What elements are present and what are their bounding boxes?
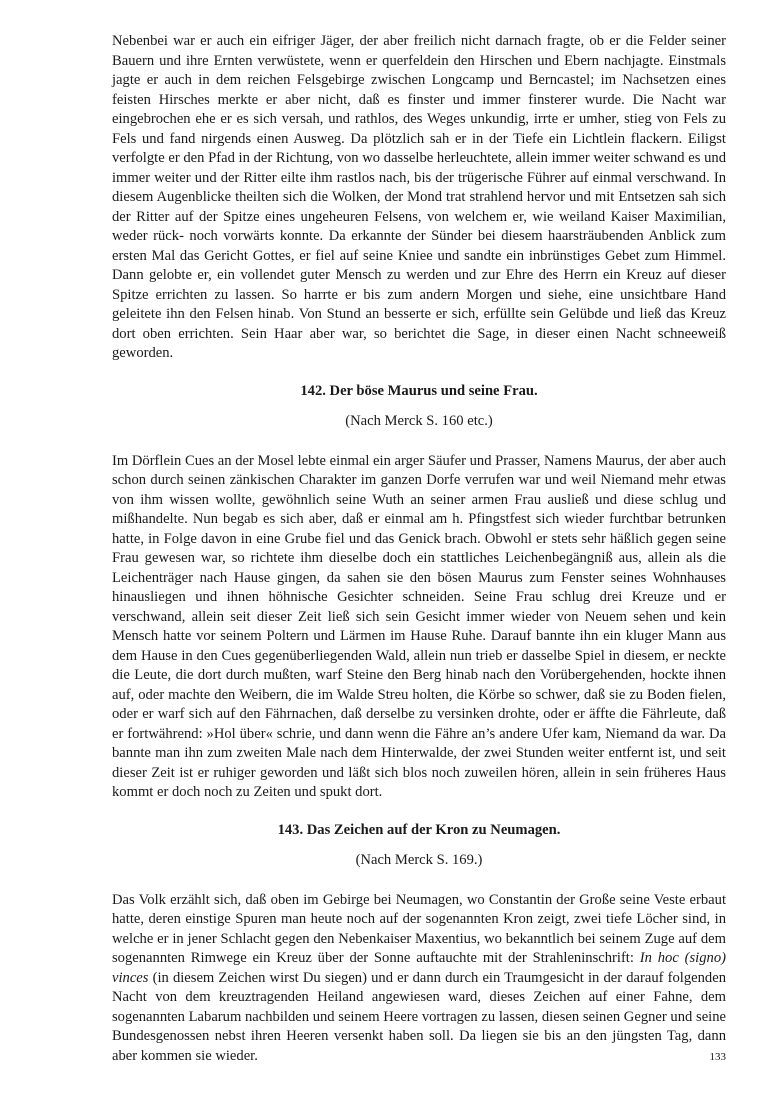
section-142-paragraph: Im Dörflein Cues an der Mosel lebte einmal ein arger Säufer und Prasser, Namens Maurus, der aber auch schon durch seinen zänkischen Charakter im ganzen Dorfe verrufen war und weil Niemand mehr etwas von ihm wissen wollte, gewöhnlich seine Wuth an seiner armen Frau ausließ und diese schlug und mißhandelte. Nun begab es sich aber, daß er einmal am h. Pfingstfest sich wieder furchtbar betrunken hatte, in Folge davon in eine Grube fiel und das Genick brach. Obwohl er stets sehr häßlich gegen seine Frau gewesen war, so richtete ihm dieselbe doch ein stattliches Leichenbegängniß aus, allein als die Leichenträger nach Hause gingen, da sahen sie den bösen Maurus zum Fenster seines Wohnhauses hinausliegen und ihnen höhnische Gesichter schneiden. Seine Frau schlug drei Kreuze und er verschwand, allein seit dieser Zeit ließ sich sein Gesicht immer wieder von Neuem sehen und kein Mensch hatte vor seinem Poltern und Lärmen im Hause Ruhe. Darauf bannte ihn ein kluger Mann aus dem Hause in den Cues gegenüberliegenden Wald, allein nun trieb er dasselbe Spiel in diesem, er neckte die Leute, die dort durch mußten, warf Steine den Berg hinab nach den Vorübergehenden, hockte ihnen auf, oder machte den Weibern, die im Walde Streu holten, die Körbe so schwer, daß sie zu Boden fielen, oder er warf sich auf den Fährnachen, daß derselbe zu versinken drohte, oder er äffte die Fährleute, daß er fortwährend: »Hol über« schrie, und dann wenn die Fähre an’s andere Ufer kam, Niemand da war. Da bannte man ihn zum zweiten Male nach dem Hinterwalde, der zwei Stunden weiter entfernt ist, und seit dieser Zeit ist er ruhiger geworden und läßt sich blos noch zuweilen hören, allein in sein früheres Haus kommt er doch noch zu Zeiten und spukt dort. — [112, 452, 726, 800]
latin-inscription: In hoc (signo) vinces — [112, 950, 726, 986]
section-143-text-end: (in diesem Zeichen wirst Du siegen) und er dann durch ein Traumgesicht in der darauf folgenden Nacht von dem kreuztragenden Heiland angewiesen ward, dieses Zeichen auf einer Fahne, dem sogenannten Labarum nachbilden und seinem Heere vortragen zu lassen, diesen seinen Gegner und seine Bundesgenossen nebst ihren Heeren versenkt haben soll. Da liegen sie bis an den jüngsten Tag, dann aber kommen sie wieder. — [112, 969, 726, 1064]
section-143-source: (Nach Merck S. 169.) — [355, 852, 483, 868]
page-number: 133 — [709, 1051, 726, 1063]
section-142-source: (Nach Merck S. 160 etc.) — [345, 413, 493, 429]
section-143-text-start: Das Volk erzählt sich, daß oben im Gebirge bei Neumagen, wo Constantin der Große seine Veste erbaut hatte, deren einstige Spuren man heute noch auf der sogenannten Kron zeigt, zwei tiefe Löcher sind, in welche er in jener Schlacht gegen den Nebenkaiser Maxentius, wo bekanntlich bei seinem Zuge auf dem sogenannten Rimwege ein Kreuz über der Sonne auftauchte mit der Strahleninschrift: — [112, 891, 726, 966]
intro-paragraph: Nebenbei war er auch ein eifriger Jäger, der aber freilich nicht darnach fragte, ob er die Felder seiner Bauern und ihre Ernten verwüstete, wenn er querfeldein den Hirschen und Ebern nachjagte. Einstmals jagte er auch in dem reichen Felsgebirge zwischen Longcamp und Berncastel; im Nachsetzen eines feisten Hirsches merkte er aber nicht, daß es finster und immer finsterer wurde. Die Nacht war eingebrochen ehe er es sich versah, und rathlos, des Weges unkundig, irrte er umher, stieg von Fels zu Fels und fand nirgends einen Ausweg. Da plötzlich sah er in der Tiefe ein Lichtlein flackern. Eiligst verfolgte er den Pfad in der Richtung, von wo dasselbe herleuchtete, allein immer weiter schwand es und immer weiter und der Ritter eilte ihm rastlos nach, bis der trügerische Führer auf einmal verschwand. In diesem Augenblicke theilten sich die Wolken, der Mond trat strahlend hervor und mit Entsetzen sah sich der Ritter auf der Spitze eines ungeheuren Felsens, von welchem er, wie weiland Kaiser Maximilian, weder rück- noch vorwärts konnte. Da erkannte der Sünder bei diesem haarsträubenden Anblick zum ersten Mal das Gericht Gottes, er fiel auf seine Kniee und sandte ein inbrünstiges Gebet zum Himmel. Dann gelobte er, ein vollendet guter Mensch zu werden und zur Ehre des Herrn ein Kreuz auf dieser Spitze errichten zu lassen. So harrte er bis zum andern Morgen und siehe, eine unsichtbare Hand geleitete ihn den Felsen hinab. Von Stund an besserte er sich, erfüllte sein Gelübde und ließ das Kreuz dort oben errichten. Sein Haar aber war, so berichtet die Sage, in dieser einen Nacht schneeweiß geworden. — [112, 33, 726, 361]
section-142-title: 142. Der böse Maurus und seine Frau. — [300, 382, 538, 399]
book-page — [112, 32, 726, 1066]
section-143-title: 143. Das Zeichen auf der Kron zu Neumagen. — [277, 821, 561, 838]
section-143-paragraph — [112, 891, 726, 1067]
